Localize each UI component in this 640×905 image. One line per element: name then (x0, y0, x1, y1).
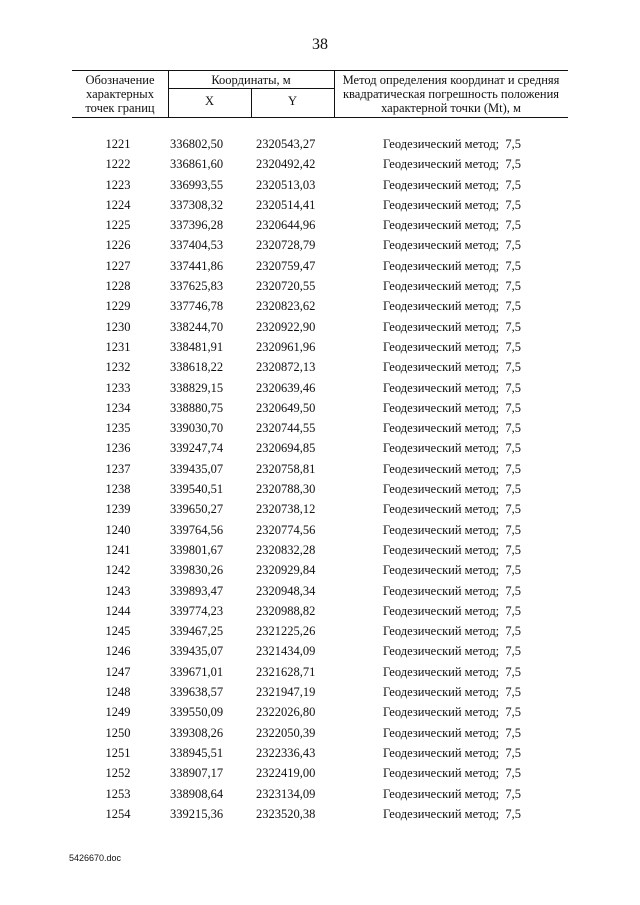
coord-x: 336802,50 (170, 137, 224, 151)
table-row (0, 479, 640, 499)
table-row (0, 175, 640, 195)
coord-x: 339435,07 (170, 644, 224, 659)
coord-y: 2320728,79 (256, 238, 316, 253)
table-row (0, 804, 640, 824)
table-row (0, 621, 640, 641)
coord-x: 339830,26 (170, 563, 224, 578)
method-cell: Геодезический метод; 7,5 (383, 238, 522, 253)
point-id: 1230 (105, 319, 131, 334)
footer-filename: 5426670.doc (69, 853, 122, 863)
coord-x: 339215,36 (170, 806, 224, 821)
coord-y: 2320823,62 (256, 299, 316, 314)
point-id: 1231 (105, 339, 131, 354)
coord-y: 2320639,46 (256, 380, 316, 395)
table-row (0, 763, 640, 783)
method-cell: Геодезический метод; 7,5 (383, 685, 522, 700)
point-id: 1250 (105, 725, 131, 740)
method-cell: Геодезический метод; 7,5 (383, 157, 522, 172)
method-cell: Геодезический метод; 7,5 (383, 644, 522, 659)
coord-x: 337746,78 (170, 299, 224, 314)
coord-x: 339801,67 (170, 542, 224, 557)
coord-x: 338829,15 (170, 380, 224, 395)
point-id: 1223 (105, 177, 131, 192)
method-cell: Геодезический метод; 7,5 (383, 786, 522, 801)
method-cell: Геодезический метод; 7,5 (383, 583, 522, 598)
coord-x: 339030,70 (170, 421, 224, 436)
point-id: 1226 (105, 238, 131, 253)
coord-x: 338908,64 (170, 786, 224, 801)
coord-y: 2320738,12 (256, 502, 316, 517)
coord-y: 2320644,96 (256, 218, 316, 233)
coord-y: 2320543,27 (256, 137, 316, 151)
method-cell: Геодезический метод; 7,5 (383, 806, 522, 821)
point-id: 1243 (105, 583, 131, 598)
coord-y: 2320514,41 (256, 197, 316, 212)
point-id: 1254 (105, 806, 131, 821)
point-id: 1252 (105, 766, 131, 781)
coord-x: 339247,74 (170, 441, 224, 456)
table-row (0, 723, 640, 743)
point-id: 1249 (105, 705, 131, 720)
table-row (0, 662, 640, 682)
coord-x: 337396,28 (170, 218, 224, 233)
coord-x: 338945,51 (170, 745, 224, 760)
header-y: Y (287, 94, 298, 108)
table-row (0, 520, 640, 540)
coord-y: 2321434,09 (256, 644, 316, 659)
coord-x: 338907,17 (170, 766, 224, 781)
header-method: Метод определения координат и средняя квадратическая погрешность положения характерной точки (Mt), м (342, 73, 560, 115)
table-row (0, 601, 640, 621)
coord-x: 339893,47 (170, 583, 224, 598)
table-row (0, 418, 640, 438)
coord-y: 2320759,47 (256, 258, 316, 273)
coord-y: 2320929,84 (256, 563, 316, 578)
point-id: 1236 (105, 441, 131, 456)
method-cell: Геодезический метод; 7,5 (383, 421, 522, 436)
point-id: 1232 (105, 360, 131, 375)
coord-x: 336861,60 (170, 157, 224, 172)
coord-x: 339540,51 (170, 482, 224, 497)
coord-x: 337308,32 (170, 197, 224, 212)
table-row (0, 682, 640, 702)
header-x: X (204, 94, 215, 108)
method-cell: Геодезический метод; 7,5 (383, 766, 522, 781)
header-top-rule (72, 70, 568, 71)
point-id: 1241 (105, 542, 131, 557)
table-row (0, 296, 640, 316)
header-designation: Обозначение характерных точек границ (85, 73, 155, 115)
point-id: 1245 (105, 624, 131, 639)
method-cell: Геодезический метод; 7,5 (383, 137, 522, 151)
coord-y: 2320513,03 (256, 177, 316, 192)
coord-y: 2320988,82 (256, 603, 316, 618)
coord-y: 2320872,13 (256, 360, 316, 375)
coord-y: 2320744,55 (256, 421, 316, 436)
point-id: 1238 (105, 482, 131, 497)
table-row (0, 134, 640, 154)
point-id: 1242 (105, 563, 131, 578)
table-body (0, 134, 640, 824)
coord-x: 339638,57 (170, 685, 224, 700)
point-id: 1239 (105, 502, 131, 517)
header-bottom-rule (72, 117, 568, 118)
method-cell: Геодезический метод; 7,5 (383, 522, 522, 537)
table-row (0, 235, 640, 255)
method-cell: Геодезический метод; 7,5 (383, 279, 522, 294)
coord-x: 339550,09 (170, 705, 224, 720)
table-row (0, 215, 640, 235)
table-row (0, 357, 640, 377)
table-row (0, 784, 640, 804)
coord-y: 2320922,90 (256, 319, 316, 334)
coord-x: 338618,22 (170, 360, 224, 375)
coord-y: 2320720,55 (256, 279, 316, 294)
table-row (0, 276, 640, 296)
coord-x: 338244,70 (170, 319, 224, 334)
point-id: 1235 (105, 421, 131, 436)
coord-x: 339671,01 (170, 664, 224, 679)
coord-x: 337625,83 (170, 279, 224, 294)
table-row (0, 499, 640, 519)
table-header (72, 70, 568, 118)
point-id: 1228 (105, 279, 131, 294)
point-id: 1224 (105, 197, 131, 212)
coord-y: 2323134,09 (256, 786, 316, 801)
method-cell: Геодезический метод; 7,5 (383, 624, 522, 639)
page-number: 38 (312, 36, 328, 53)
method-cell: Геодезический метод; 7,5 (383, 705, 522, 720)
coord-y: 2320694,85 (256, 441, 316, 456)
coord-x: 339467,25 (170, 624, 224, 639)
table-row (0, 438, 640, 458)
point-id: 1234 (105, 400, 131, 415)
coord-y: 2320788,30 (256, 482, 316, 497)
method-cell: Геодезический метод; 7,5 (383, 502, 522, 517)
point-id: 1233 (105, 380, 131, 395)
table-row (0, 256, 640, 276)
coord-y: 2320961,96 (256, 339, 316, 354)
coord-y: 2322336,43 (256, 745, 316, 760)
method-cell: Геодезический метод; 7,5 (383, 664, 522, 679)
coord-x: 337404,53 (170, 238, 224, 253)
table-row (0, 195, 640, 215)
method-cell: Геодезический метод; 7,5 (383, 725, 522, 740)
header-coordinates: Координаты, м (211, 73, 291, 87)
coord-y: 2323520,38 (256, 806, 316, 821)
coord-x: 338481,91 (170, 339, 224, 354)
table-row (0, 540, 640, 560)
method-cell: Геодезический метод; 7,5 (383, 745, 522, 760)
coord-y: 2322026,80 (256, 705, 316, 720)
table-row (0, 581, 640, 601)
coord-y: 2321628,71 (256, 664, 316, 679)
coord-x: 339308,26 (170, 725, 224, 740)
table-row (0, 398, 640, 418)
method-cell: Геодезический метод; 7,5 (383, 461, 522, 476)
method-cell: Геодезический метод; 7,5 (383, 319, 522, 334)
coord-y: 2322050,39 (256, 725, 316, 740)
point-id: 1229 (105, 299, 131, 314)
point-id: 1221 (105, 137, 131, 151)
table-row (0, 743, 640, 763)
point-id: 1237 (105, 461, 131, 476)
coord-x: 337441,86 (170, 258, 224, 273)
coord-y: 2320832,28 (256, 542, 316, 557)
table-row (0, 337, 640, 357)
point-id: 1222 (105, 157, 131, 172)
coord-y: 2321225,26 (256, 624, 316, 639)
coord-y: 2320492,42 (256, 157, 316, 172)
method-cell: Геодезический метод; 7,5 (383, 218, 522, 233)
method-cell: Геодезический метод; 7,5 (383, 177, 522, 192)
table-row (0, 317, 640, 337)
coord-y: 2322419,00 (256, 766, 316, 781)
coord-x: 339774,23 (170, 603, 224, 618)
coord-y: 2320649,50 (256, 400, 316, 415)
method-cell: Геодезический метод; 7,5 (383, 542, 522, 557)
method-cell: Геодезический метод; 7,5 (383, 360, 522, 375)
method-cell: Геодезический метод; 7,5 (383, 380, 522, 395)
method-cell: Геодезический метод; 7,5 (383, 339, 522, 354)
table-row (0, 702, 640, 722)
point-id: 1227 (105, 258, 131, 273)
coord-y: 2320758,81 (256, 461, 316, 476)
table-row (0, 154, 640, 174)
method-cell: Геодезический метод; 7,5 (383, 441, 522, 456)
coord-x: 336993,55 (170, 177, 224, 192)
method-cell: Геодезический метод; 7,5 (383, 400, 522, 415)
coord-y: 2320774,56 (256, 522, 316, 537)
coord-y: 2320948,34 (256, 583, 316, 598)
point-id: 1251 (105, 745, 131, 760)
table-row (0, 641, 640, 661)
header-coords-rule (168, 88, 334, 89)
point-id: 1246 (105, 644, 131, 659)
coord-x: 339650,27 (170, 502, 224, 517)
method-cell: Геодезический метод; 7,5 (383, 563, 522, 578)
method-cell: Геодезический метод; 7,5 (383, 258, 522, 273)
method-cell: Геодезический метод; 7,5 (383, 482, 522, 497)
method-cell: Геодезический метод; 7,5 (383, 197, 522, 212)
method-cell: Геодезический метод; 7,5 (383, 603, 522, 618)
point-id: 1247 (105, 664, 131, 679)
coord-y: 2321947,19 (256, 685, 316, 700)
point-id: 1240 (105, 522, 131, 537)
method-cell: Геодезический метод; 7,5 (383, 299, 522, 314)
point-id: 1244 (105, 603, 131, 618)
table-row (0, 459, 640, 479)
point-id: 1225 (105, 218, 131, 233)
point-id: 1248 (105, 685, 131, 700)
coord-x: 338880,75 (170, 400, 224, 415)
table-row (0, 378, 640, 398)
coord-x: 339435,07 (170, 461, 224, 476)
table-row (0, 560, 640, 580)
point-id: 1253 (105, 786, 131, 801)
coord-x: 339764,56 (170, 522, 224, 537)
